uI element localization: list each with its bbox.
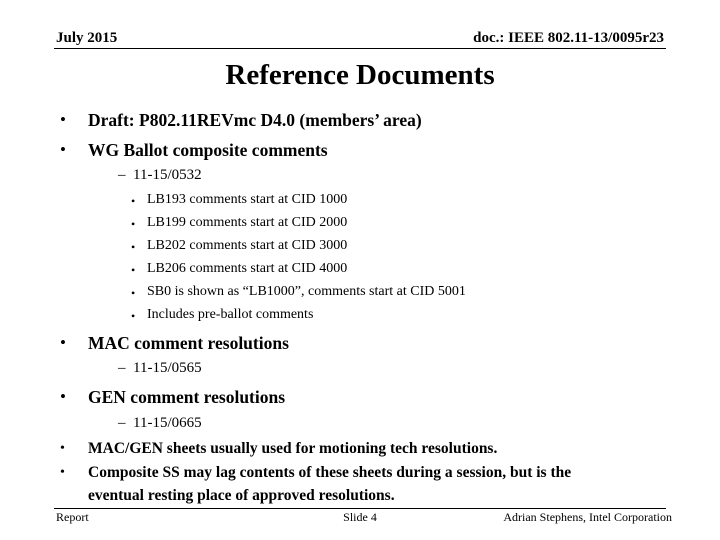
bullet-marker: • (60, 387, 66, 406)
bullet-gen-resolutions: GEN comment resolutions (88, 387, 286, 407)
bullet-mac-gen-sheets: MAC/GEN sheets usually used for motioning tech resolutions. (88, 440, 498, 457)
dash-marker: – (118, 415, 126, 431)
dash-marker: – (118, 360, 126, 376)
sub-item-label: 11-15/0532 (133, 167, 202, 183)
footer-left: Report (56, 510, 89, 524)
sub-sub-item-lb206: LB206 comments start at CID 4000 (147, 261, 348, 276)
slide-title: Reference Documents (225, 59, 495, 91)
header-date: July 2015 (56, 30, 118, 46)
sub-item-doc-0532 (118, 167, 202, 184)
bullet-composite-ss: Composite SS may lag contents of these sheets during a session, but is the (88, 464, 572, 481)
bullet-marker: • (60, 465, 65, 480)
sub-item-label: 11-15/0565 (133, 360, 202, 376)
bullet-wg-ballot: WG Ballot composite comments (88, 140, 328, 160)
footer-slide-number: Slide 4 (343, 510, 377, 524)
header-doc-id: doc.: IEEE 802.11-13/0095r23 (473, 30, 664, 46)
bullet-composite-ss-continued: eventual resting place of approved resolutions. (88, 487, 395, 504)
sub-sub-item-sb0: SB0 is shown as “LB1000”, comments start at CID 5001 (147, 284, 466, 299)
bullet-marker: • (60, 110, 66, 129)
sub-sub-item-lb199: LB199 comments start at CID 2000 (147, 215, 348, 230)
footer-rule (54, 508, 666, 509)
bullet-marker: • (60, 441, 65, 456)
bullet-marker: • (60, 333, 66, 352)
bullet-marker: • (131, 286, 136, 300)
footer-author: Adrian Stephens, Intel Corporation (503, 510, 672, 524)
bullet-mac-resolutions: MAC comment resolutions (88, 333, 289, 353)
dash-marker: – (118, 167, 126, 183)
sub-item-doc-0565 (118, 360, 202, 377)
sub-item-label: 11-15/0665 (133, 415, 202, 431)
bullet-marker: • (131, 194, 136, 208)
sub-sub-item-pre-ballot: Includes pre-ballot comments (147, 307, 314, 322)
bullet-draft: Draft: P802.11REVmc D4.0 (members’ area) (88, 110, 422, 130)
sub-sub-item-lb202: LB202 comments start at CID 3000 (147, 238, 348, 253)
sub-item-doc-0665 (118, 415, 202, 432)
bullet-marker: • (131, 240, 136, 254)
bullet-marker: • (131, 217, 136, 231)
bullet-marker: • (131, 263, 136, 277)
bullet-marker: • (131, 309, 136, 323)
sub-sub-item-lb193: LB193 comments start at CID 1000 (147, 192, 348, 207)
bullet-marker: • (60, 140, 66, 159)
header-rule (54, 48, 666, 49)
